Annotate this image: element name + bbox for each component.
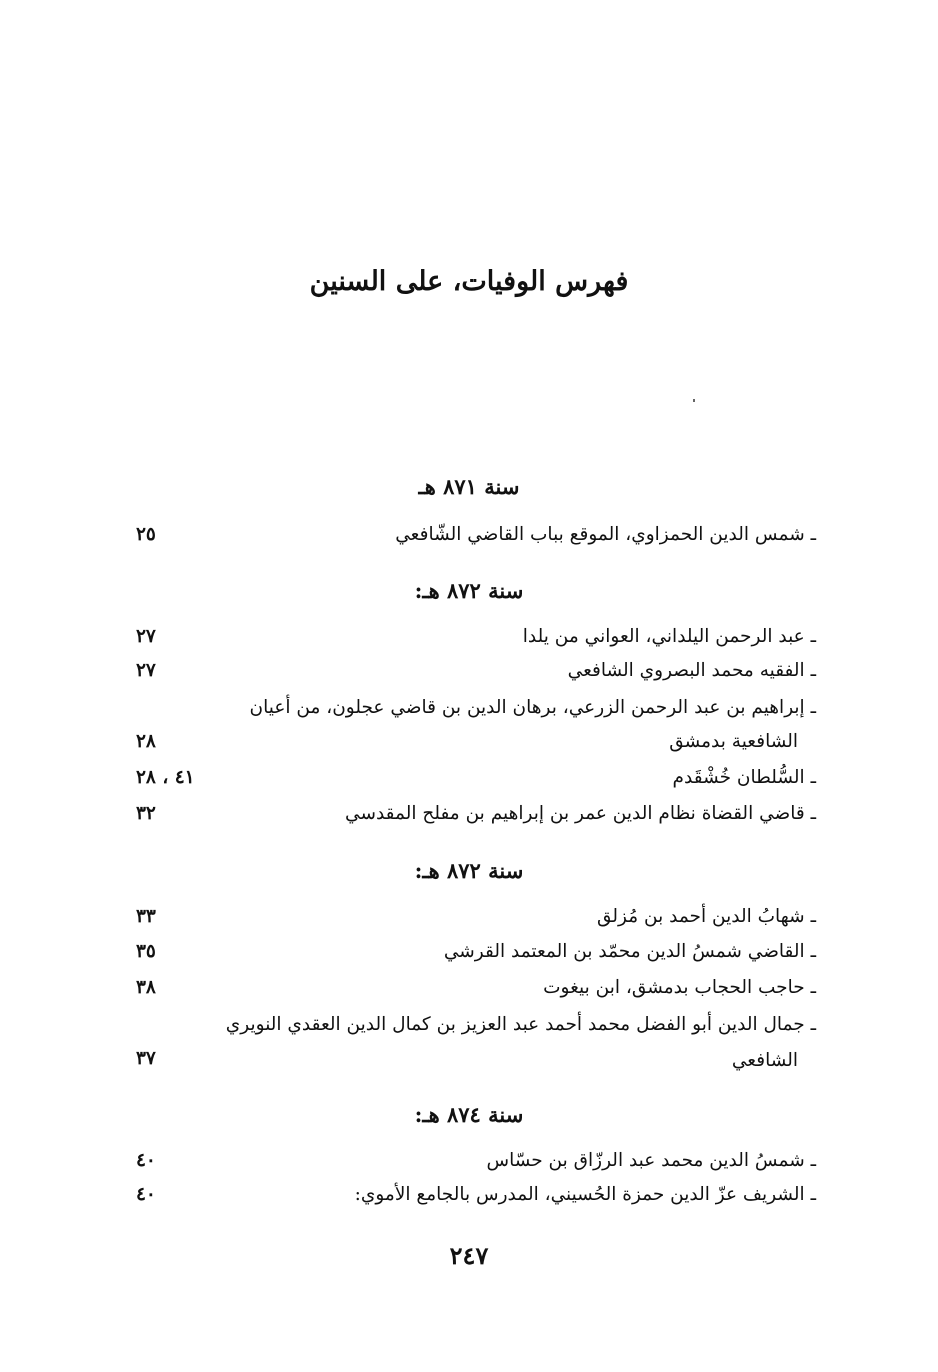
entry-name: ـ جمال الدين أبو الفضل محمد أحمد عبد العزيز بن كمال الدين العقدي النويري [225,1014,816,1035]
index-entry [136,1014,816,1084]
entry-name: ـ قاضي القضاة نظام الدين عمر بن إبراهيم بن مفلح المقدسي [345,803,816,824]
scan-speck [693,399,695,402]
index-entry [136,941,816,977]
entry-page: ٢٧ [136,660,156,681]
index-entry [136,697,816,767]
index-entry [136,803,816,839]
entry-name: ـ الفقيه محمد البصروي الشافعي [567,660,816,681]
entry-page: ٣٧ [136,1048,156,1069]
year-heading-871: سنة ٨٧١ هـ [418,474,520,499]
entry-page: ٢٨ [136,731,156,752]
index-entry [136,660,816,696]
year-heading-873: سنة ٨٧٢ هـ: [414,858,524,883]
entry-continuation: الشافعية بدمشق [669,731,798,752]
year-heading-872: سنة ٨٧٢ هـ: [414,578,524,603]
index-entry [136,626,816,662]
entry-page: ٤٠ [136,1184,156,1205]
page-title: فهرس الوفيات، على السنين [309,266,629,297]
entry-page: ٣٨ [136,977,156,998]
entry-name: ـ إبراهيم بن عبد الرحمن الزرعي، برهان الدين بن قاضي عجلون، من أعيان [249,697,816,718]
entry-page: ٢٥ [136,524,156,545]
entry-continuation: الشافعي [731,1050,798,1071]
entry-page: ٤١ ، ٢٨ [136,767,195,788]
entry-name: ـ السُّلطان خُشْقَدم [672,767,816,788]
index-entry [136,1150,816,1186]
entry-page: ٢٧ [136,626,156,647]
page-number: ٢٤٧ [449,1241,489,1270]
index-entry [136,1184,816,1220]
entry-name: ـ حاجب الحجاب بدمشق، ابن بيغوت [543,977,816,998]
entry-page: ٤٠ [136,1150,156,1171]
year-heading-874: سنة ٨٧٤ هـ: [414,1102,524,1127]
index-entry [136,977,816,1013]
entry-name: ـ عبد الرحمن اليلداني، العواني من يلدا [522,626,816,647]
entry-page: ٣٢ [136,803,156,824]
entry-name: ـ شمسُ الدين محمد عبد الرزّاق بن حسّاس [486,1150,816,1171]
index-entry [136,767,816,803]
entry-name: ـ القاضي شمسُ الدين محمّد بن المعتمد القرشي [443,941,816,962]
index-entry [136,524,816,560]
entry-name: ـ شهابُ الدين أحمد بن مُزلق [596,906,816,927]
entry-name: ـ الشريف عزّ الدين حمزة الحُسيني، المدرس بالجامع الأموي: [354,1184,816,1205]
entry-page: ٣٥ [136,941,156,962]
entry-page: ٣٣ [136,906,156,927]
index-entry [136,906,816,942]
entry-name: ـ شمس الدين الحمزاوي، الموقع بباب القاضي الشّافعي [395,524,816,545]
